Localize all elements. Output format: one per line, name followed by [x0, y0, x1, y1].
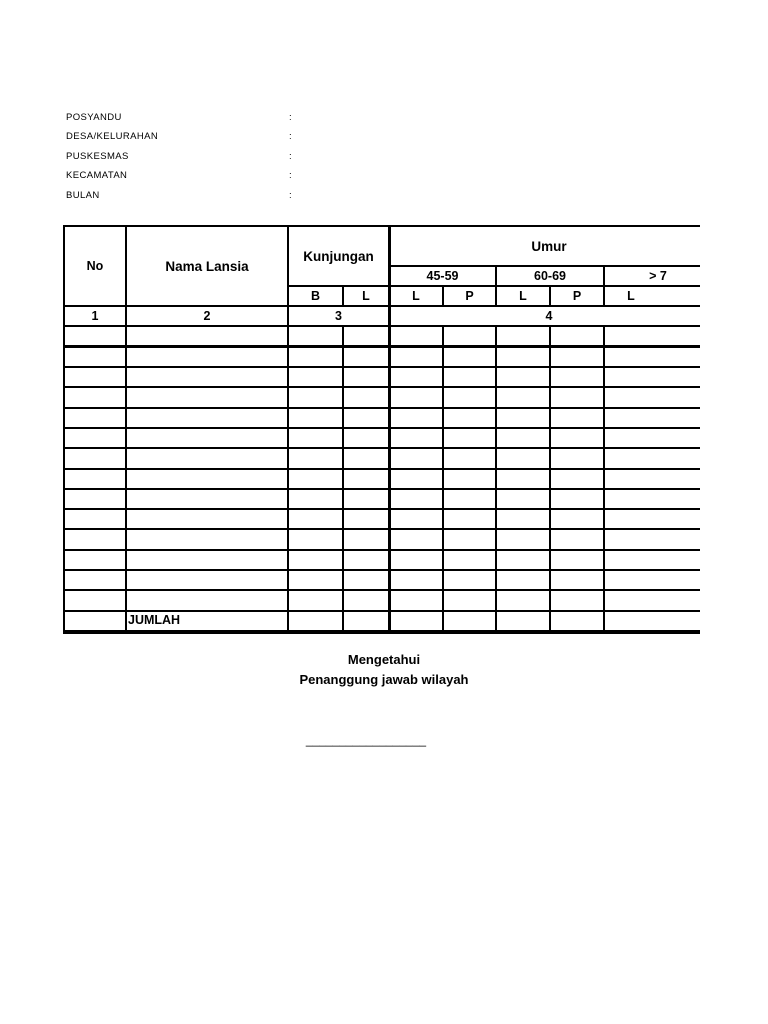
col-rule-age-body-0 — [495, 325, 497, 634]
col-rule-age-body-1 — [603, 325, 605, 634]
age-group-70-plus: > 7 — [649, 269, 667, 283]
field-posyandu-label: POSYANDU — [66, 112, 122, 123]
gender-sub-l-3: L — [627, 289, 635, 303]
col-number-2: 2 — [203, 309, 211, 323]
age-group-45-59: 45-59 — [426, 269, 459, 283]
field-puskesmas-label: PUSKESMAS — [66, 151, 129, 162]
header-nama-lansia: Nama Lansia — [165, 258, 249, 274]
gender-sub-p-1: P — [465, 289, 474, 303]
gender-sub-p-2: P — [572, 289, 582, 303]
signature-acknowledged: Mengetahui — [347, 652, 421, 667]
total-row-label: JUMLAH — [128, 613, 181, 627]
header-no: No — [86, 259, 104, 273]
signature-line: __________________ — [305, 733, 427, 747]
age-group-60-69: 60-69 — [534, 269, 566, 283]
gender-sub-l-1: L — [412, 289, 420, 303]
col-number-3: 3 — [335, 309, 342, 323]
field-puskesmas-colon: : — [289, 151, 292, 162]
visit-sub-l: L — [362, 289, 370, 303]
col-rule-visit-split-body — [342, 325, 344, 634]
header-kunjungan: Kunjungan — [303, 248, 374, 264]
gender-sub-l-2: L — [519, 289, 527, 303]
field-bulan-colon: : — [289, 190, 292, 201]
field-bulan-label: BULAN — [66, 190, 100, 201]
header-umur: Umur — [531, 238, 567, 254]
col-number-4: 4 — [545, 309, 553, 323]
visit-sub-b: B — [310, 289, 321, 303]
field-kecamatan-label: KECAMATAN — [66, 170, 128, 181]
col-rule-gender-body-0 — [442, 325, 444, 634]
signature-role: Penanggung jawab wilayah — [299, 672, 469, 687]
col-rule-gender-body-1 — [549, 325, 551, 634]
field-posyandu-colon: : — [289, 112, 292, 123]
col-number-1: 1 — [91, 309, 99, 323]
field-desa-colon: : — [289, 131, 292, 142]
field-kecamatan-colon: : — [289, 170, 292, 181]
field-desa-label: DESA/KELURAHAN — [66, 131, 159, 142]
